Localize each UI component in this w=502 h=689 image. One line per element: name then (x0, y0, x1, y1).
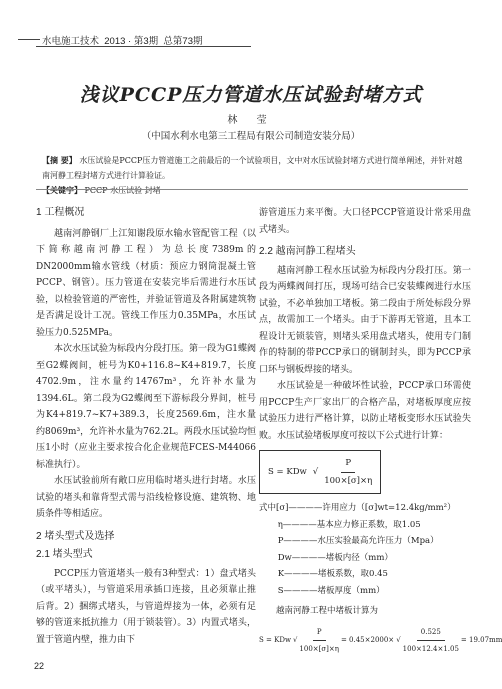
paragraph: 水压试验前所有敞口应用临时堵头进行封堵。水压试验的堵头和靠背型式需与沿线检修设施、建筑物、地质条件等相适应。 (36, 476, 256, 519)
formula-box (259, 450, 381, 494)
formula-fraction (324, 455, 372, 489)
paper-title: 浅议PCCP压力管道水压试验封堵方式 (79, 84, 423, 106)
right-column (259, 205, 502, 658)
definition-line: Dw————堵板内径（mm） (277, 552, 393, 563)
section-2-1-heading: 2.1 堵头型式 (36, 549, 93, 560)
keywords (42, 183, 468, 199)
definition-line: P————水压实验最高允许压力（Mpa） (277, 536, 439, 546)
definition-line: η————基本应力修正系数，取1.05 (277, 519, 421, 530)
calc-formula (259, 624, 502, 658)
paragraph: PCCP压力管道堵头一般有3种型式：1）盘式堵头（或平堵头），与管道采用承插口连接，且必须靠止推后背。2）捆绑式堵头，与管道焊接为一体，必须有足够的管道来抵抗推力（用于锁装管）。3）内置式堵头，置于管道内壁，推力由下 (36, 568, 256, 645)
abstract-label: 【摘 要】 (42, 155, 77, 165)
section-1-heading: 1 工程概况 (36, 207, 85, 218)
running-header: 水电施工技术 2013 · 第3期 总第73期 (42, 36, 203, 47)
sqrt-symbol: √ (396, 636, 401, 645)
calc-mid: = 0.45×2000× (340, 636, 395, 645)
calc-num-2: 0.525 (417, 624, 445, 642)
definition-line: S————堵板厚度（mm） (277, 585, 385, 596)
calc-den-1: 100×[σ]×η (299, 645, 339, 653)
calc-num-1: P (313, 624, 326, 642)
calc-lhs: S = KDw (259, 636, 291, 645)
abstract-text: 水压试验是PCCP压力管道施工之前最后的一个试验项目，文中对水压试验封堵方式进行简单阐述，并针对越南河静工程封堵方式进行计算验证。 (42, 156, 463, 180)
header-rule-left (18, 39, 40, 40)
page-number: 22 (34, 661, 45, 671)
calc-title: 越南河静工程中堵板计算为 (276, 606, 379, 616)
abstract-divider (36, 189, 468, 190)
sqrt-symbol: √ (292, 636, 298, 645)
definition-line: 式中[σ]————许用应力（[σ]wt=12.4kg/mm²） (259, 503, 456, 513)
calc-fraction-2 (403, 624, 459, 658)
formula-numerator: P (341, 455, 355, 473)
abstract (42, 153, 468, 183)
section-2-2-heading: 2.2 越南河静工程堵头 (259, 246, 356, 257)
keywords-text: PCCP 水压试验 封堵 (84, 186, 161, 195)
keywords-label: 【关键字】 (42, 185, 82, 195)
paragraph: 越南河静工程水压试验为标段内分段打压。第一段为两蝶阀间打压，现场可结合已安装蝶阀进行水压试验，不必单独加工堵板。第二段由于所处标段分界点，故需加工一个堵头。由于下游再无管道，且本工程设计无锁装管，则堵头采用盘式堵头，使用专门制作的特制的带PCCP承口的钢制封头，即为PCCP承口环与钢板焊接的堵头。 (259, 265, 471, 375)
sqrt-symbol: √ (312, 466, 319, 477)
abstract-block (42, 153, 468, 199)
formula-denominator: 100×[σ]×η (324, 475, 373, 486)
paragraph: 水压试验是一种破坏性试验，PCCP承口环需使用PCCP生产厂家出厂的合格产品，对堵板厚度应按试验压力进行严格计算，以防止堵板变形水压试验失败。水压试验堵板厚度可按以下公式进行计算： (259, 381, 471, 441)
author: 林 莹 (227, 115, 275, 126)
calc-result: = 19.07mm (460, 636, 502, 645)
left-column (36, 205, 256, 648)
affiliation: （中国水利水电第三工程局有限公司制造安装分局） (141, 131, 361, 142)
calc-den-2: 100×12.4×1.05 (402, 645, 459, 653)
paragraph: 本次水压试验为标段内分段打压。第一段为G1蝶阀至G2蝶阀间，桩号为K0+116.8~K4+819.7，长度4702.9m，注水量约14767m³，允许补水量为1394.6L。第二段为G2蝶阀至下游标段分界间，桩号为K4+819.7~K7+389.3，长度2569.6m，注水量约8069m³，允许补水量为762.2L。两段水压试验均恒压1小时（应业主要求按合化企业规范FCES-M44066标准执行）。 (36, 344, 256, 470)
calc-fraction-1 (299, 624, 339, 658)
paragraph: 游管道压力来平衡。大口径PCCP管道设计常采用盘式堵头。 (259, 208, 471, 235)
header-rule (36, 46, 251, 47)
definition-line: K————堵板系数，取0.45 (277, 569, 388, 579)
section-2-heading: 2 堵头型式及选择 (36, 530, 115, 542)
paragraph: 越南河静钢厂上江知谢段原水输水管配管工程（以下简称越南河静工程）为总长度7389m的DN2000mm输水管线（材质：预应力钢筒混凝土管PCCP、钢管）。压力管道在安装完毕后需进行水压试验，以检验管道的严密性，并验证管道及各附属建筑物是否满足设计工况。管线工作压力0.35MPa，水压试验压力0.525MPa。 (36, 228, 256, 338)
formula-lhs: S = KDw (268, 466, 307, 477)
definitions (259, 500, 471, 599)
